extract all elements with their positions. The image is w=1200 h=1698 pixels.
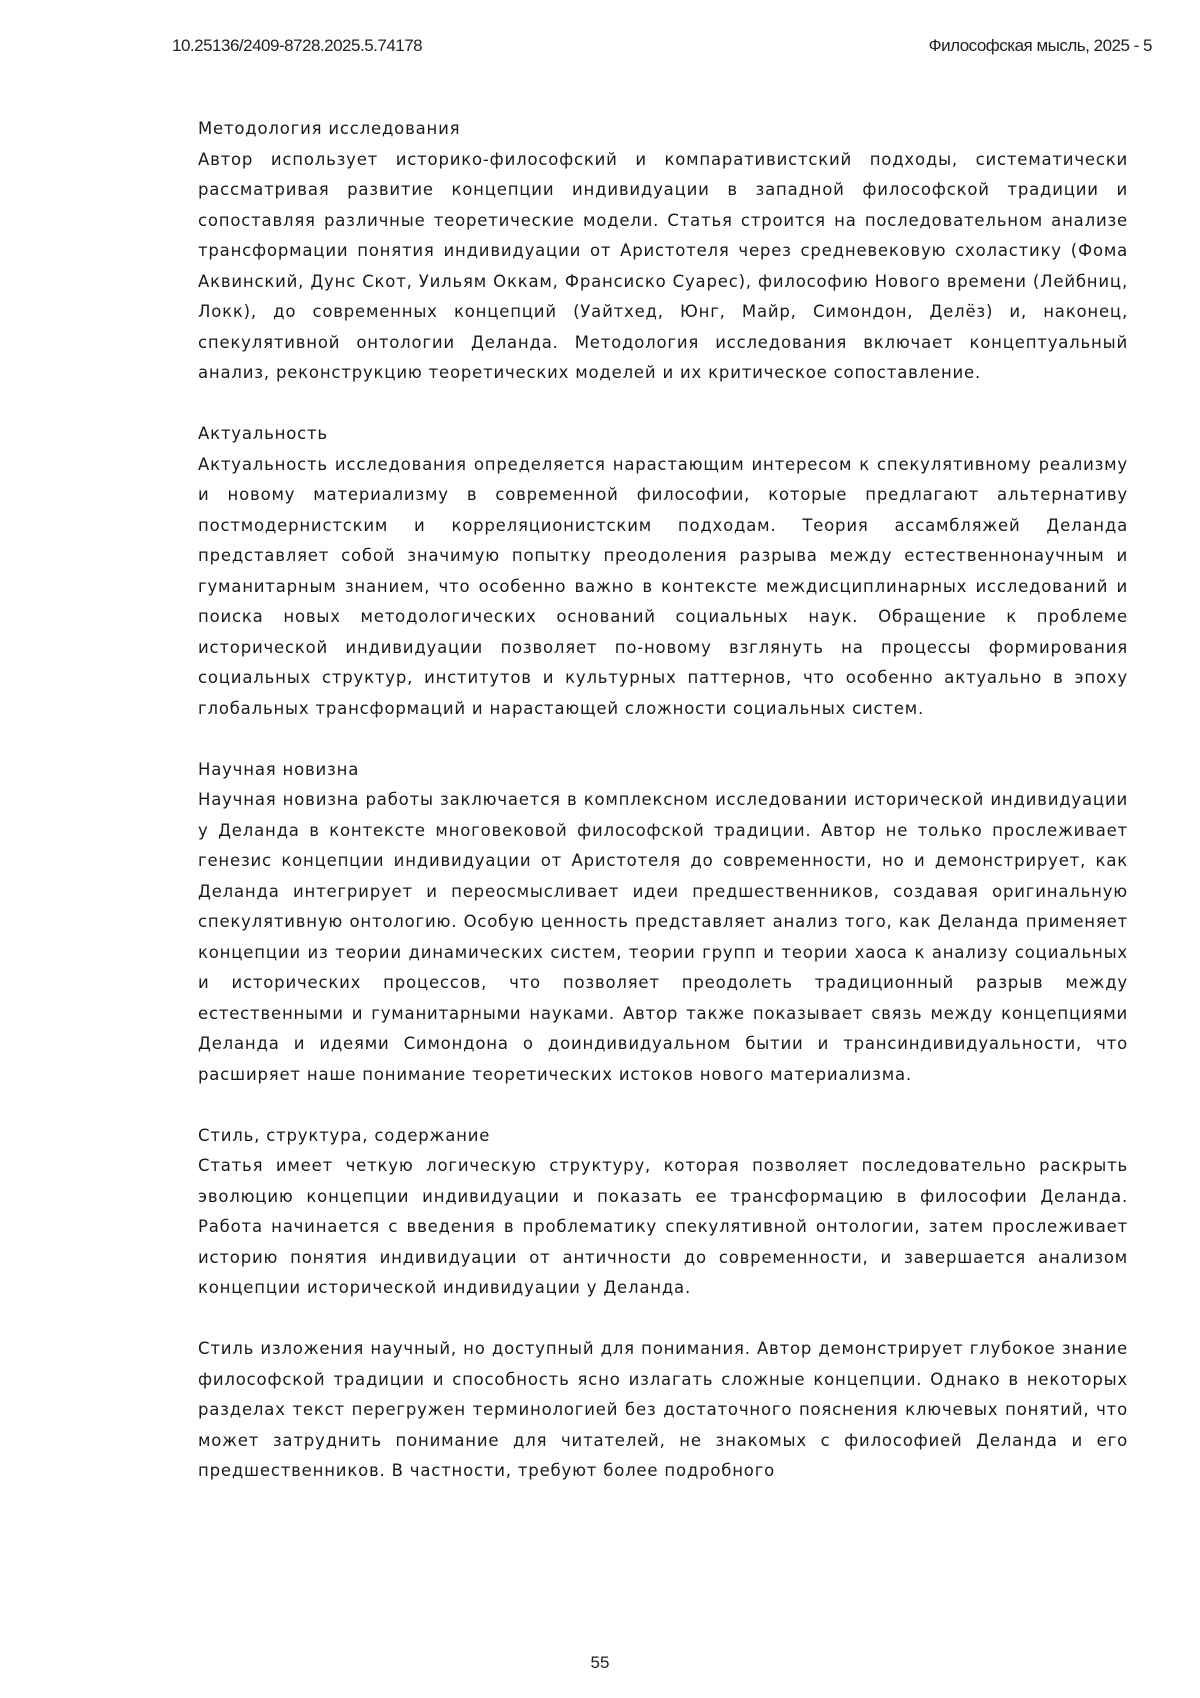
paragraph: Актуальность исследования определяется нарастающим интересом к спекулятивному реализму и новому материализму в современной философии, которые предлагают альтернативу постмодернистским и корреляционистским подходам. Теория ассамбляжей Деланда представляет собой значимую попытку преодоления разрыва между естественнонаучным и гуманитарным знанием, что особенно важно в контексте междисциплинарных исследований и поиска новых методологических оснований социальных наук. Обращение к проблеме исторической индивидуации позволяет по-новому взглянуть на процессы формирования социальных структур, институтов и культурных паттернов, что особенно актуально в эпоху глобальных трансформаций и нарастающей сложности социальных систем. <box>198 450 1128 725</box>
section-title: Методология исследования <box>198 114 1128 145</box>
article-body <box>198 114 1128 1487</box>
section-title: Стиль, структура, содержание <box>198 1121 1128 1152</box>
paragraph: Стиль изложения научный, но доступный для понимания. Автор демонстрирует глубокое знание философской традиции и способность ясно излагать сложные концепции. Однако в некоторых разделах текст перегружен терминологией без достаточного пояснения ключевых понятий, что может затруднить понимание для читателей, не знакомых с философией Деланда и его предшественников. В частности, требуют более подробного <box>198 1334 1128 1487</box>
section-title: Актуальность <box>198 419 1128 450</box>
paragraph: Автор использует историко-философский и компаративистский подходы, систематически рассматривая развитие концепции индивидуации в западной философской традиции и сопоставляя различные теоретические модели. Статья строится на последовательном анализе трансформации понятия индивидуации от Аристотеля через средневековую схоластику (Фома Аквинский, Дунс Скот, Уильям Оккам, Франсиско Суарес), философию Нового времени (Лейбниц, Локк), до современных концепций (Уайтхед, Юнг, Майр, Симондон, Делёз) и, наконец, спекулятивной онтологии Деланда. Методология исследования включает концептуальный анализ, реконструкцию теоретических моделей и их критическое сопоставление. <box>198 145 1128 389</box>
paragraph: Научная новизна работы заключается в комплексном исследовании исторической индивидуации у Деланда в контексте многовековой философской традиции. Автор не только прослеживает генезис концепции индивидуации от Аристотеля до современности, но и демонстрирует, как Деланда интегрирует и переосмысливает идеи предшественников, создавая оригинальную спекулятивную онтологию. Особую ценность представляет анализ того, как Деланда применяет концепции из теории динамических систем, теории групп и теории хаоса к анализу социальных и исторических процессов, что позволяет преодолеть традиционный разрыв между естественными и гуманитарными науками. Автор также показывает связь между концепциями Деланда и идеями Симондона о доиндивидуальном бытии и трансиндивидуальности, что расширяет наше понимание теоретических истоков нового материализма. <box>198 785 1128 1090</box>
page-number: 55 <box>0 1653 1200 1673</box>
doi-text: 10.25136/2409-8728.2025.5.74178 <box>172 36 422 56</box>
section-style <box>198 1121 1128 1487</box>
section-methodology <box>198 114 1128 389</box>
paragraph: Статья имеет четкую логическую структуру, которая позволяет последовательно раскрыть эволюцию концепции индивидуации и показать ее трансформацию в философии Деланда. Работа начинается с введения в проблематику спекулятивной онтологии, затем прослеживает историю понятия индивидуации от античности до современности, и завершается анализом концепции исторической индивидуации у Деланда. <box>198 1151 1128 1304</box>
section-title: Научная новизна <box>198 755 1128 786</box>
section-novelty <box>198 755 1128 1091</box>
page-header <box>172 36 1152 62</box>
section-relevance <box>198 419 1128 724</box>
journal-issue: Философская мысль, 2025 - 5 <box>929 36 1152 56</box>
